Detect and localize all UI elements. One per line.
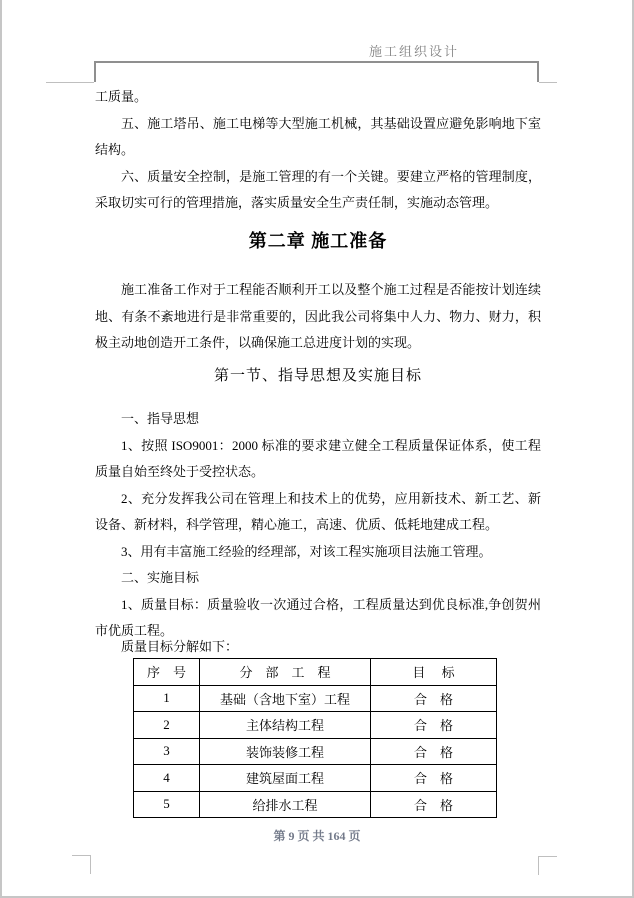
text-boundary-mark <box>72 855 91 856</box>
quality-targets-table <box>133 658 497 818</box>
text-boundary-mark <box>538 856 557 857</box>
table-row <box>134 738 497 765</box>
cell-item: 基础（含地下室）工程 <box>200 685 371 712</box>
paragraph: 五、施工塔吊、施工电梯等大型施工机械，其基础设置应避免影响地下室结构。 <box>95 115 541 157</box>
cell-target: 合 格 <box>371 712 497 739</box>
cell-no: 2 <box>134 712 200 739</box>
cell-no: 4 <box>134 765 200 792</box>
page-edge-left <box>0 0 2 898</box>
cell-no: 3 <box>134 738 200 765</box>
body-text-top <box>95 84 541 217</box>
text-boundary-mark <box>537 61 539 82</box>
body-text-main <box>95 406 541 645</box>
cell-no: 1 <box>134 685 200 712</box>
table-row <box>134 791 497 818</box>
cell-item: 装饰装修工程 <box>200 738 371 765</box>
paragraph: 施工准备工作对于工程能否顺利开工以及整个施工过程是否能按计划连续地、有条不紊地进行是非常重要的，因此我公司将集中人力、物力、财力，积极主动地创造开工条件，以确保施工总进度计划的实现。 <box>95 282 541 350</box>
table-header-no: 序 号 <box>134 659 200 686</box>
paragraph: 二、实施目标 <box>121 570 200 585</box>
table-row <box>134 685 497 712</box>
paragraph: 2、充分发挥我公司在管理上和技术上的优势，应用新技术、新工艺、新设备、新材料，科学管理，精心施工，高速、优质、低耗地建成工程。 <box>95 490 541 532</box>
table-header-target: 目 标 <box>371 659 497 686</box>
paragraph: 六、质量安全控制，是施工管理的有一个关键。要建立严格的管理制度，采取切实可行的管理措施，落实质量安全生产责任制，实施动态管理。 <box>95 168 541 210</box>
table-header-row <box>134 659 497 686</box>
page-number: 第 9 页 共 164 页 <box>273 829 361 843</box>
cell-target: 合 格 <box>371 738 497 765</box>
table-row <box>134 712 497 739</box>
section-title: 第一节、指导思想及实施目标 <box>213 368 422 384</box>
cell-item: 给排水工程 <box>200 791 371 818</box>
table-caption: 质量目标分解如下： <box>121 639 239 654</box>
header-rule <box>95 61 538 63</box>
paragraph: 3、用有丰富施工经验的经理部，对该工程实施项目法施工管理。 <box>121 543 492 559</box>
paragraph: 1、按照 ISO9001：2000 标准的要求建立健全工程质量保证体系，使工程质量自始至终处于受控状态。 <box>95 437 541 479</box>
table-row <box>134 765 497 792</box>
cell-target: 合 格 <box>371 685 497 712</box>
header-doc-title: 施工组织设计 <box>369 44 460 59</box>
text-boundary-mark <box>94 61 96 82</box>
paragraph: 一、指导思想 <box>121 411 200 426</box>
cell-item: 主体结构工程 <box>200 712 371 739</box>
cell-target: 合 格 <box>371 765 497 792</box>
cell-item: 建筑屋面工程 <box>200 765 371 792</box>
paragraph: 1、质量目标：质量验收一次通过合格，工程质量达到优良标准,争创贺州市优质工程。 <box>95 596 541 638</box>
table-header-item: 分 部 工 程 <box>200 659 371 686</box>
chapter-title: 第二章 施工准备 <box>248 231 388 251</box>
cell-target: 合 格 <box>371 791 497 818</box>
text-boundary-mark <box>539 82 557 83</box>
body-text-mid <box>95 277 541 357</box>
cell-no: 5 <box>134 791 200 818</box>
text-boundary-mark <box>538 856 539 875</box>
paragraph: 工质量。 <box>95 89 148 104</box>
text-boundary-mark <box>90 855 91 874</box>
text-boundary-mark <box>46 82 94 83</box>
